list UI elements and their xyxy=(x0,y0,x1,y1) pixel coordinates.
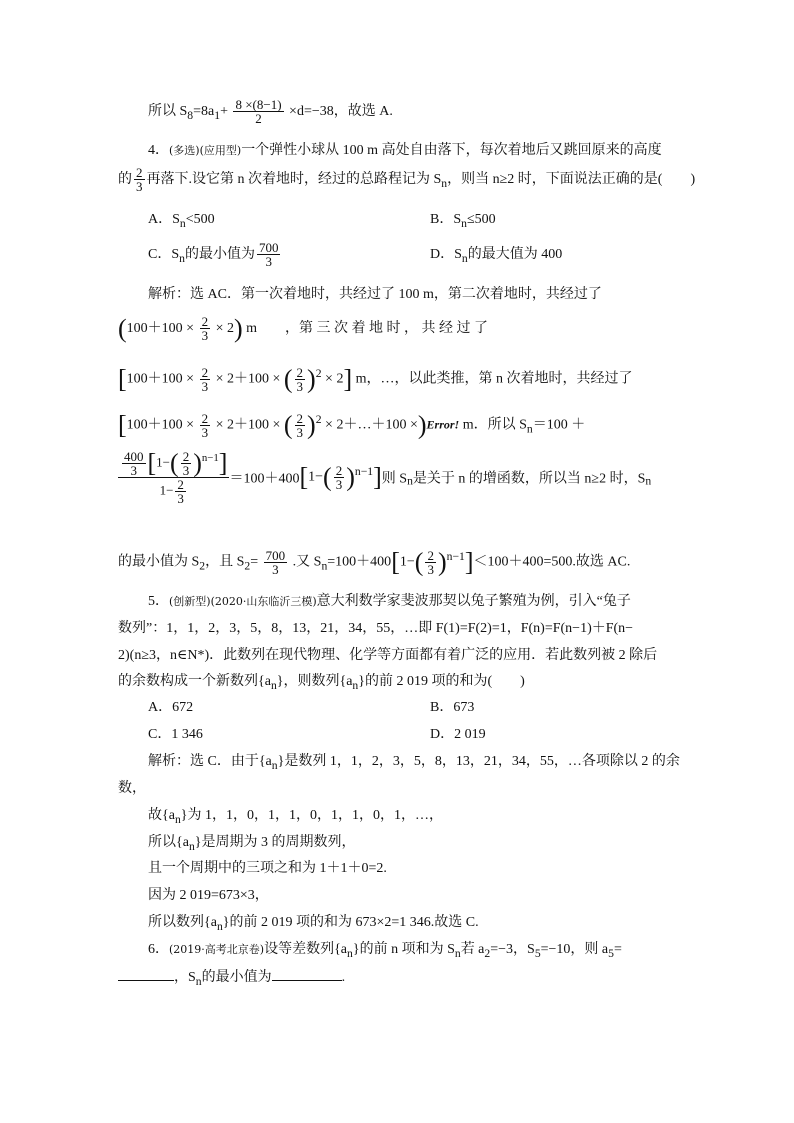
q5-solution-line1: 解析：选 C．由于$\{a_n\}$是数列 1，1，2，3，5，8，13，21，34，55，…各项除以 2 的余 xyxy=(148,754,680,772)
q6-stem-line2: ，$S_n$的最小值为 . xyxy=(118,966,676,993)
q5-stem-line3: 2)(n≥3，n∈N*)．此数列在现代物理、化学等方面都有着广泛的应用．若此数列被 2 除后 xyxy=(118,648,658,663)
option-b[interactable]: B．673 xyxy=(430,700,475,715)
q4-analysis-line3: [100＋100 × $\frac{2}{3}$ × 2＋100 × ( $\frac{2}{3}$ )$^2$ × 2] m，…，以此类推，第 n 次着地时，共经过了 xyxy=(118,364,633,394)
fraction: $\frac{8 \times(8-1)}{2}$ xyxy=(235,97,282,127)
error-marker: Error! xyxy=(426,417,460,432)
q5-solution-line7: 所以数列$\{a_n\}$的前 2 019 项的和为 673×2=1 346.故选 C. xyxy=(148,915,479,933)
option-b[interactable]: B．$S_n\le 500$ xyxy=(430,212,496,230)
q4-options-ab xyxy=(148,209,676,235)
q5-stem-line1: 5．(创新型)(2020·山东临沂三模)意大利数学家斐波那契以兔子繁殖为例，引入“兔子 xyxy=(148,594,631,609)
q4-stem-line2: 的 $\frac{2}{3}$ 再落下.设它第 n 次着地时，经过的总路程记为 $S_n$，则当 n≥2 时，下面说法正确的是( ) xyxy=(118,165,696,195)
option-d[interactable]: D．2 019 xyxy=(430,727,486,742)
option-c[interactable]: C．$S_n$的最小值为 $\frac{700}{3}$ xyxy=(148,240,279,270)
q5-solution-line2: 数， xyxy=(118,781,146,796)
q4-analysis-line4: [100＋100 × $\frac{2}{3}$ × 2＋100 × ( $\frac{2}{3}$ )$^2$ × 2＋…＋100 ×)Error! m．所以 $S_n=100$ ＋ xyxy=(118,410,586,440)
fraction: $\frac{700}{3}$ xyxy=(258,240,279,270)
q3-conclusion: 所以 $S_8=8a_1+$ $\frac{8 \times(8-1)}{2}$ ×d=−38，故选 A. xyxy=(148,97,393,127)
option-a[interactable]: A．$S_n<500$ xyxy=(148,212,215,230)
q5-solution-line6: 因为 2 019=673×3， xyxy=(148,888,269,903)
q4-stem-line1: 4．(多选)(应用型)一个弹性小球从 100 m 高处自由落下，每次着地后又跳回原来的高度 xyxy=(148,143,662,158)
answer-blank-sn-min[interactable] xyxy=(272,966,342,981)
q5-stem-line4: 的余数构成一个新数列$\{a_n\}$，则数列$\{a_n\}$的前 2 019 项的和为( ) xyxy=(118,674,525,692)
q4-analysis-line6: 的最小值为 $S_2$，且 $S_2=$ $\frac{700}{3}$ .又 $S_n=100+400[1-$( $\frac{2}{3}$ )$^{n-1}$]＜100＋400=500.故选 AC. xyxy=(118,547,631,577)
q4-options-cd xyxy=(148,240,676,274)
fraction: $\frac{2}{3}$ xyxy=(136,165,143,195)
q5-solution-line4: 所以$\{a_n\}$是周期为 3 的周期数列， xyxy=(148,835,356,853)
q4-analysis-line2: (100＋100 × $\frac{2}{3}$ × 2) m ，第 三 次 着 地 时 ， 共 经 过 了 xyxy=(118,313,489,344)
q5-solution-line3: 故$\{a_n\}$为 1，1，0，1，1，0，1，1，0，1，…， xyxy=(148,808,443,826)
q5-solution-line5: 且一个周期中的三项之和为 1＋1＋0=2. xyxy=(148,861,387,876)
q5-stem-line2: 数列”：1，1，2，3，5，8，13，21，34，55，…即 F(1)=F(2)=1，F(n)=F(n−1)＋F(n− xyxy=(118,621,634,636)
q4-analysis-line1: 解析：选 AC．第一次着地时，共经过了 100 m，第二次着地时，共经过了 xyxy=(148,287,602,302)
q4-analysis-line5: $\frac{400}{3}$ [1−( $\frac{2}{3}$ )$^{n-1}$] 1− $\frac{2}{3}$ ＝100＋400[1−( $\frac{2}{3}$ )$^{n-1}$]则 $S_n$是关于 n 的增函数，所以当 n≥2 时，$S_n$ xyxy=(118,450,676,530)
option-c[interactable]: C．1 346 xyxy=(148,727,203,742)
q6-stem-line1: 6．(2019·高考北京卷)设等差数列$\{a_n\}$的前 n 项和为 $S_n$若 $a_2=-3$，$S_5=-10$，则 $a_5=$ xyxy=(148,942,622,960)
option-a[interactable]: A．672 xyxy=(148,700,194,715)
q5-options-cd xyxy=(148,724,676,746)
q5-options-ab xyxy=(148,697,676,719)
option-d[interactable]: D．$S_n$的最大值为 400 xyxy=(430,247,563,265)
answer-blank-a5[interactable] xyxy=(118,966,174,981)
